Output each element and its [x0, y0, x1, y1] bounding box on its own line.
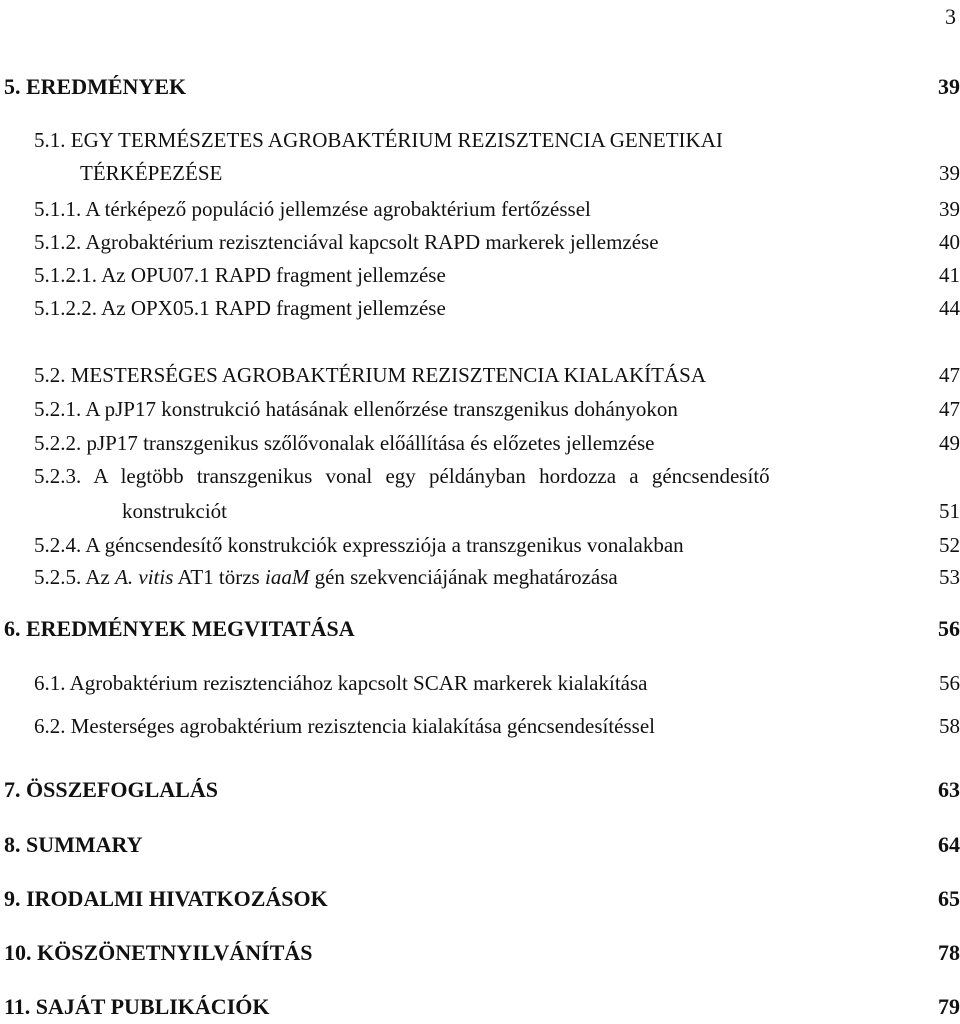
toc-title: 7. ÖSSZEFOGLALÁS — [4, 777, 218, 802]
toc-title: 6.2. Mesterséges agrobaktérium rezisztencia kialakítása géncsendesítéssel — [34, 714, 656, 738]
toc-title: 10. KÖSZÖNETNYILVÁNÍTÁS — [4, 940, 313, 965]
toc-title-cont: TÉRKÉPEZÉSE — [80, 161, 223, 185]
toc-title: 5. EREDMÉNYEK — [4, 74, 187, 99]
toc-title: 5.1.2.1. Az OPU07.1 RAPD fragment jellemzése — [34, 263, 446, 287]
toc-title: 6. EREDMÉNYEK MEGVITATÁSA — [4, 616, 355, 641]
toc-page: 41 — [939, 263, 960, 287]
toc-page: 49 — [939, 431, 960, 455]
toc-page: 39 — [939, 197, 960, 221]
toc-title: 11. SAJÁT PUBLIKÁCIÓK — [4, 994, 270, 1019]
toc-title: 5.2. MESTERSÉGES AGROBAKTÉRIUM REZISZTENCIA KIALAKÍTÁSA — [34, 363, 706, 387]
toc-page: 40 — [939, 230, 960, 254]
toc-page: 44 — [939, 296, 960, 320]
toc-page: 56 — [938, 616, 960, 641]
toc-title: 5.1. EGY TERMÉSZETES AGROBAKTÉRIUM REZISZTENCIA GENETIKAI — [34, 128, 723, 152]
toc-page: 47 — [939, 397, 960, 421]
toc-title: 6.1. Agrobaktérium rezisztenciához kapcsolt SCAR markerek kialakítása — [34, 671, 648, 695]
toc-page: 58 — [939, 714, 960, 738]
toc-page: 64 — [938, 832, 960, 857]
toc-title: 9. IRODALMI HIVATKOZÁSOK — [4, 886, 328, 911]
toc-title: 5.2.5. Az A. vitis AT1 törzs iaaM gén szekvenciájának meghatározása — [34, 565, 618, 589]
toc-page: 39 — [939, 161, 960, 185]
toc-page: 65 — [938, 886, 960, 911]
toc-page: 79 — [938, 994, 960, 1019]
toc-page: 78 — [938, 940, 960, 965]
toc-title: 5.1.1. A térképező populáció jellemzése agrobaktérium fertőzéssel — [34, 197, 591, 221]
toc-title: 5.2.1. A pJP17 konstrukció hatásának ellenőrzése transzgenikus dohányokon — [34, 397, 678, 421]
toc-page: 47 — [939, 363, 960, 387]
toc-page: 39 — [938, 74, 960, 99]
toc-title: 8. SUMMARY — [4, 832, 143, 857]
toc-title: 5.2.2. pJP17 transzgenikus szőlővonalak előállítása és előzetes jellemzése — [34, 431, 655, 455]
toc-page: 51 — [939, 499, 960, 523]
toc-title: 5.2.3. A legtöbb transzgenikus vonal egy példányban hordozza a géncsendesítő — [34, 464, 770, 488]
toc-title: 5.1.2.2. Az OPX05.1 RAPD fragment jellemzése — [34, 296, 446, 320]
toc-page: 56 — [939, 671, 960, 695]
toc-title: 5.1.2. Agrobaktérium rezisztenciával kapcsolt RAPD markerek jellemzése — [34, 230, 659, 254]
toc-title: 5.2.4. A géncsendesítő konstrukciók expressziója a transzgenikus vonalakban — [34, 533, 684, 557]
page-number: 3 — [945, 4, 956, 29]
toc-title-cont: konstrukciót — [122, 499, 227, 523]
toc-page: 53 — [939, 565, 960, 589]
toc-page: 52 — [939, 533, 960, 557]
toc-page: 63 — [938, 777, 960, 802]
